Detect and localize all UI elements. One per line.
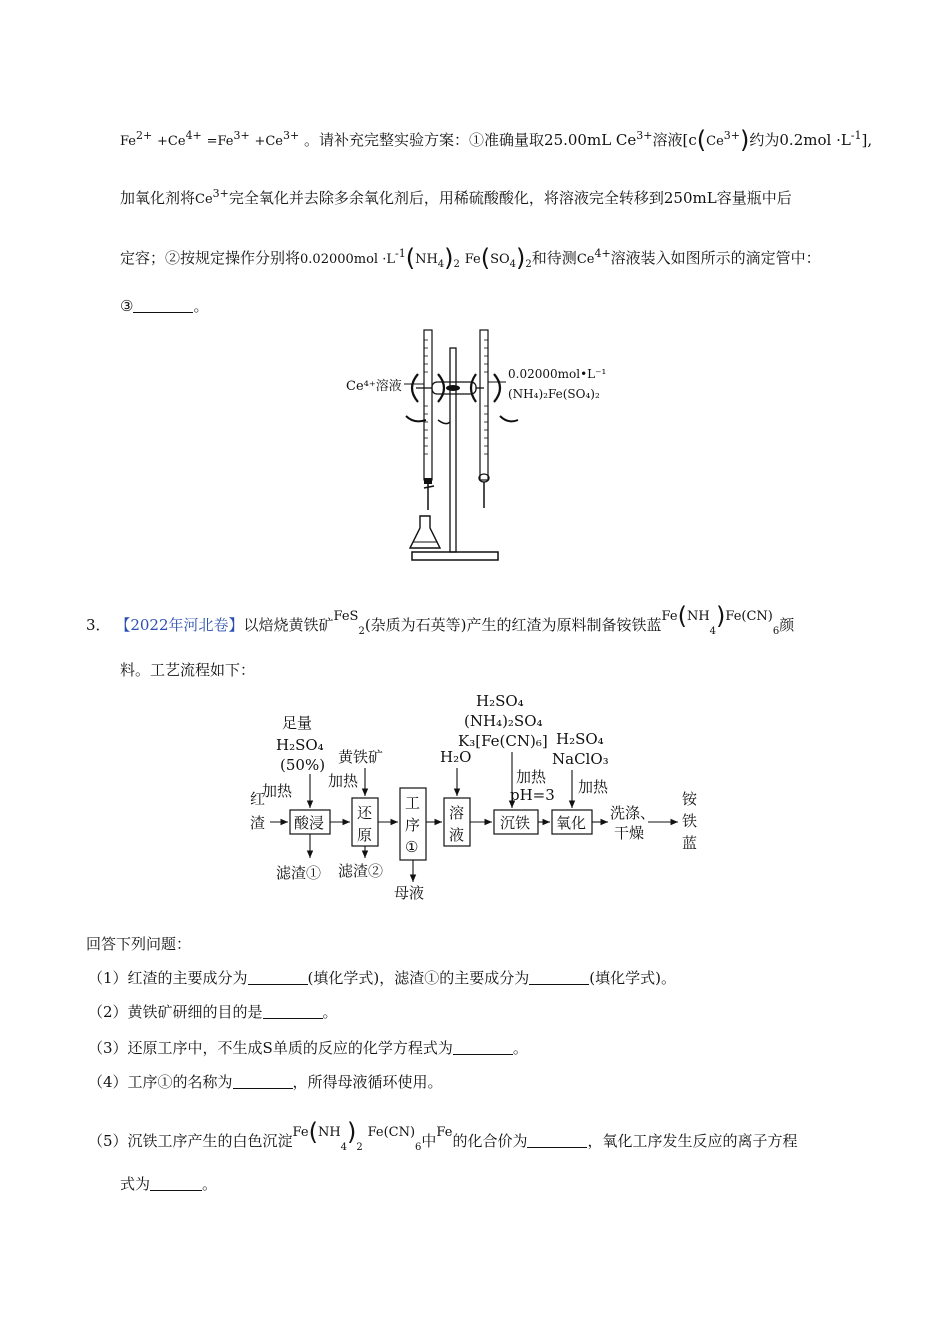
q3b-blank[interactable] xyxy=(453,1040,513,1055)
q2b-blank[interactable] xyxy=(263,1004,323,1019)
step-oxidize: 氧化 xyxy=(556,814,587,832)
step-solution-2: 液 xyxy=(449,826,465,844)
q5-two: 2 xyxy=(356,1142,363,1153)
q5-text-4: ，氧化工序发生反应的离子方程 xyxy=(587,1132,798,1150)
answer-blank[interactable] xyxy=(133,298,193,313)
q3-source-tag[interactable]: 【2022年河北卷】 xyxy=(115,616,244,634)
step-wash: 洗涤、 xyxy=(610,804,656,822)
output-mother-liquor: 母液 xyxy=(394,884,425,902)
reagent-5-heat: 加热 xyxy=(578,778,609,796)
eq-fe3-charge: 3+ xyxy=(233,129,250,142)
reagent-2-pyrite: 黄铁矿 xyxy=(338,748,384,766)
q2-line-3: 定容；②按规定操作分别将$0.02000mol \cdot L^{-1}(NH_4)_2$ $Fe(SO_4)_2$和待测$Ce^{4+}$溶液装入如图所示的滴定管中： xyxy=(120,244,821,272)
q2-l2-ion: Ce xyxy=(195,192,213,207)
question-1 xyxy=(88,968,676,988)
q2-line-4 xyxy=(120,296,208,316)
q2-text-2: 溶液[ xyxy=(652,131,689,149)
q3-intro-3: 颜 xyxy=(779,616,795,634)
output-residue-1: 滤渣① xyxy=(276,864,322,882)
step-process-1-c: ① xyxy=(405,838,419,856)
question-2 xyxy=(88,1002,338,1022)
process-flow-diagram xyxy=(240,688,720,908)
question-5-cont xyxy=(120,1174,217,1194)
eq-ce3-charge: 3+ xyxy=(283,129,300,142)
q2b-end: 。 xyxy=(322,1003,338,1021)
q3-prod-nh4-sub: 4 xyxy=(709,626,717,637)
q2-l2-ion-charge: 3+ xyxy=(212,187,229,200)
reagent-1-percent: (50%) xyxy=(280,756,326,774)
q2-conc-ion: Ce xyxy=(706,134,724,149)
q5-end: 。 xyxy=(202,1175,218,1193)
reagent-2-heat: 加热 xyxy=(328,772,359,790)
reagent-4-ferricyanide: K₃[Fe(CN)₆] xyxy=(458,732,548,750)
q3-intro: 以焙烧黄铁矿 xyxy=(243,616,334,634)
left-burette-label: Ce⁴⁺溶液 xyxy=(346,379,402,394)
q2-l3-text-3: 溶液装入如图所示的滴定管中： xyxy=(610,249,821,267)
q1-blank-2[interactable] xyxy=(529,970,589,985)
q4-blank[interactable] xyxy=(233,1074,293,1089)
q5-text-3: 的化合价为 xyxy=(452,1132,528,1150)
reagent-1-heat: 加热 xyxy=(262,782,293,800)
reagent-4-h2so4: H₂SO₄ xyxy=(476,692,524,710)
q5-nh4-sub: 4 xyxy=(340,1142,348,1153)
q5-blank-1[interactable] xyxy=(527,1133,587,1148)
q2-l4-end: 。 xyxy=(193,297,209,315)
clamp-screw xyxy=(446,385,460,391)
right-clamp-jaw xyxy=(471,374,476,402)
product-3: 蓝 xyxy=(682,834,698,852)
q5-cn: Fe(CN) xyxy=(367,1125,416,1140)
q2-l3-ion-charge: 4+ xyxy=(594,247,611,260)
start-red-slag-2: 渣 xyxy=(250,814,266,832)
q2-text-end: ], xyxy=(861,131,873,149)
start-red-slag-1: 红 xyxy=(250,790,266,808)
reagent-3-water: H₂O xyxy=(440,748,472,766)
conical-flask xyxy=(410,516,440,548)
right-burette-label-formula: (NH₄)₂Fe(SO₄)₂ xyxy=(508,387,600,401)
q2-conc-value: 0.2mol ·L xyxy=(779,131,851,149)
reagent-4-heat: 加热 xyxy=(516,768,547,786)
q1-text-3: (填化学式)。 xyxy=(589,969,676,987)
step-reduce-2: 原 xyxy=(357,826,373,844)
q3-line-2 xyxy=(120,660,255,680)
stand-base xyxy=(412,552,498,560)
eq-fe3: =Fe xyxy=(206,134,234,149)
q5-text-2: 中 xyxy=(421,1132,437,1150)
eq-ce-charge: 4+ xyxy=(185,129,202,142)
q2-l3-two2: 2 xyxy=(525,259,532,270)
q3-prod-fe: Fe xyxy=(661,609,678,624)
q5-fe: Fe xyxy=(292,1125,309,1140)
question-4 xyxy=(88,1072,443,1092)
q5-nh4: NH xyxy=(317,1125,341,1140)
q2-conc-unit-exp: -1 xyxy=(850,129,862,142)
q2-text: 。请补充完整实验方案：①准确量取 xyxy=(304,131,545,149)
q2-l3-conc: 0.02000mol ·L xyxy=(300,252,395,267)
q5-blank-2[interactable] xyxy=(150,1176,202,1191)
question-5: （5）沉铁工序产生的白色沉淀$Fe(NH_4)_2$ $Fe(CN)_6$中Fe的化合价为 ，氧化工序发生反应的离子方程 xyxy=(88,1118,798,1153)
q2-text-3: 约为 xyxy=(749,131,780,149)
questions-intro xyxy=(86,934,191,954)
q2-step-3: ③ xyxy=(120,297,134,315)
reagent-4-ph: pH=3 xyxy=(510,786,555,804)
product-2: 铁 xyxy=(682,812,698,830)
q1-text: （1）红渣的主要成分为 xyxy=(88,969,248,987)
q3-prod-nh4: NH xyxy=(686,609,710,624)
left-burette xyxy=(424,330,432,480)
titration-apparatus-figure xyxy=(340,326,620,566)
q2-line-1: $Fe^{2+} +Ce^{4+} =Fe^{3+} +Ce^{3+}$ 。请补充完整实验方案：①准确量取25.00mL $Ce^{3+}$溶液[$c(Ce^{3+})$约为$0.2mol \cdot L^{-1}$], xyxy=(120,126,873,154)
reagent-5-chlorate: NaClO₃ xyxy=(552,750,609,768)
q2-l3-two: 2 xyxy=(453,259,460,270)
q2-l3-ion: Ce xyxy=(576,252,595,267)
q2-l3-so4: SO xyxy=(490,252,510,267)
q5-text: （5）沉铁工序产生的白色沉淀 xyxy=(88,1132,293,1150)
q2-l3-fe: Fe xyxy=(464,252,481,267)
q2-line-2 xyxy=(120,184,792,210)
q3-intro-4: 料。工艺流程如下： xyxy=(120,661,256,679)
q3-line-1: 3． 【2022年河北卷】以焙烧黄铁矿FeS$_2$(杂质为石英等)产生的红渣为原料制备铵铁蓝$Fe(NH_4)Fe(CN)_6$颜 xyxy=(86,602,795,637)
q2-l3-text: 定容；②按规定操作分别将 xyxy=(120,249,301,267)
output-residue-2: 滤渣② xyxy=(338,862,384,880)
q3b-text: （3）还原工序中，不生成S单质的反应的化学方程式为 xyxy=(88,1039,453,1057)
right-burette-label-conc: 0.02000mol•L⁻¹ xyxy=(508,367,607,381)
reagent-1-h2so4: H₂SO₄ xyxy=(276,736,324,754)
q3-prod-cn: Fe(CN) xyxy=(725,609,773,624)
q5-text-5: 式为 xyxy=(120,1175,151,1193)
q2-conc-c: c xyxy=(688,131,697,149)
q3-number: 3． xyxy=(86,616,111,634)
q2-l3-conc-exp: -1 xyxy=(394,247,406,260)
question-3 xyxy=(88,1038,528,1058)
q4-text-2: ，所得母液循环使用。 xyxy=(292,1073,443,1091)
step-solution-1: 溶 xyxy=(449,804,465,822)
q2-l3-so4-sub: 4 xyxy=(509,259,517,270)
q3b-end: 。 xyxy=(512,1039,528,1057)
reagent-5-h2so4: H₂SO₄ xyxy=(556,730,604,748)
eq-ce: +Ce xyxy=(157,134,186,149)
q5-fe2: Fe xyxy=(436,1125,453,1140)
right-burette xyxy=(480,330,488,480)
step-process-1-a: 工 xyxy=(405,794,421,812)
q3-fes2: FeS xyxy=(333,609,359,624)
step-reduce-1: 还 xyxy=(357,804,373,822)
q2-l2-text: 加氧化剂将 xyxy=(120,189,196,207)
q2b-text: （2）黄铁矿研细的目的是 xyxy=(88,1003,263,1021)
questions-intro-text: 回答下列问题： xyxy=(86,935,192,953)
reagent-4-ammonium-sulfate: (NH₄)₂SO₄ xyxy=(464,712,543,730)
q2-l3-nh4-sub: 4 xyxy=(437,259,445,270)
stand-rod xyxy=(450,348,456,552)
q1-text-2: (填化学式)，滤渣①的主要成分为 xyxy=(307,969,530,987)
eq-ce3: +Ce xyxy=(254,134,284,149)
q1-blank-1[interactable] xyxy=(248,970,308,985)
q2-volume: 25.00mL Ce xyxy=(544,131,637,149)
step-dry: 干燥 xyxy=(614,824,645,842)
q2-conc-ion-charge: 3+ xyxy=(723,129,740,142)
step-process-1-b: 序 xyxy=(405,816,421,834)
q5-cn-sub: 6 xyxy=(415,1142,422,1153)
product-1: 铵 xyxy=(682,790,698,808)
reagent-1-amount: 足量 xyxy=(282,714,313,732)
step-acid-leach: 酸浸 xyxy=(294,814,325,832)
q2-volume-charge: 3+ xyxy=(636,129,653,142)
step-iron-precip: 沉铁 xyxy=(500,814,531,832)
eq-fe: Fe xyxy=(120,134,137,149)
q2-l3-nh4: NH xyxy=(415,252,438,267)
q3-prod-cn-sub: 6 xyxy=(772,626,780,637)
q4-text: （4）工序①的名称为 xyxy=(88,1073,233,1091)
q2-l3-text-2: 和待测 xyxy=(531,249,577,267)
q3-intro-2: (杂质为石英等)产生的红渣为原料制备铵铁蓝 xyxy=(364,616,662,634)
q2-l2-text-2: 完全氧化并去除多余氧化剂后，用稀硫酸酸化，将溶液完全转移到250mL容量瓶中后 xyxy=(228,189,792,207)
q3-fes2-sub: 2 xyxy=(358,626,365,637)
eq-fe-charge: 2+ xyxy=(136,129,153,142)
